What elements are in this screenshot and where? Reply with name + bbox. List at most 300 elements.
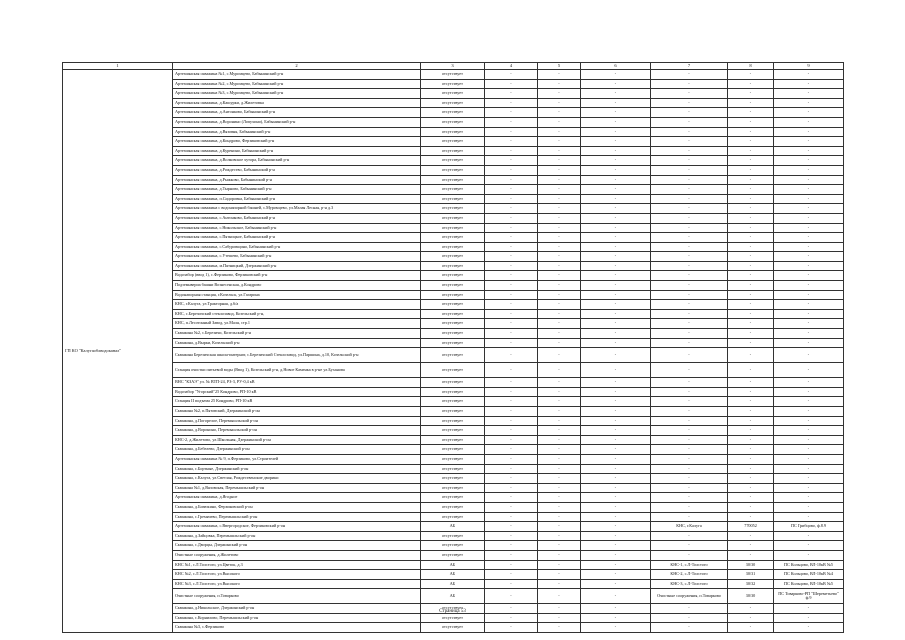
- code-cell: -: [728, 464, 774, 474]
- status-cell: отсутствует: [421, 309, 485, 319]
- substation-cell: -: [774, 146, 844, 156]
- code-cell: -: [728, 363, 774, 378]
- substation-cell: -: [774, 348, 844, 363]
- table-row: [63, 454, 844, 464]
- object-cell: -: [651, 281, 728, 291]
- code-cell: -: [728, 387, 774, 397]
- value-cell: -: [581, 387, 651, 397]
- code-cell: -: [728, 175, 774, 185]
- object-cell: -: [651, 348, 728, 363]
- value-cell: -: [581, 363, 651, 378]
- substation-cell: -: [774, 474, 844, 484]
- status-cell: отсутствует: [421, 435, 485, 445]
- substation-cell: -: [774, 89, 844, 99]
- substation-cell: ПС Кольцово, ВЛ-10кВ №5: [774, 579, 844, 589]
- table-row: [63, 185, 844, 195]
- status-cell: отсутствует: [421, 493, 485, 503]
- code-cell: -: [728, 290, 774, 300]
- substation-cell: -: [774, 416, 844, 426]
- object-cell: -: [651, 117, 728, 127]
- object-cell: -: [651, 363, 728, 378]
- table-row: [63, 378, 844, 388]
- code-cell: -: [728, 454, 774, 464]
- substation-cell: -: [774, 502, 844, 512]
- object-cell: КНС-3, с.Л-Толстого: [651, 579, 728, 589]
- value-cell: -: [538, 242, 581, 252]
- code-cell: 30/30: [728, 560, 774, 570]
- substation-cell: -: [774, 242, 844, 252]
- table-row: [63, 348, 844, 363]
- value-cell: -: [581, 464, 651, 474]
- value-cell: -: [538, 329, 581, 339]
- substation-cell: ПС Грибцово, ф.8.9: [774, 522, 844, 532]
- value-cell: -: [581, 613, 651, 623]
- value-cell: -: [485, 397, 538, 407]
- object-cell: -: [651, 146, 728, 156]
- value-cell: -: [581, 204, 651, 214]
- object-name-cell: Артезианская скважина, с.Сабуровщино, Бабынинский р-н: [173, 242, 421, 252]
- code-cell: -: [728, 117, 774, 127]
- value-cell: -: [538, 435, 581, 445]
- object-name-cell: Артезианская скважина, д.Кашурки, д.Жилетовка: [173, 98, 421, 108]
- value-cell: -: [581, 319, 651, 329]
- object-cell: -: [651, 541, 728, 551]
- status-cell: отсутствует: [421, 464, 485, 474]
- substation-cell: -: [774, 233, 844, 243]
- status-cell: АБ: [421, 570, 485, 580]
- code-cell: -: [728, 493, 774, 503]
- value-cell: -: [538, 378, 581, 388]
- value-cell: -: [538, 89, 581, 99]
- table-row: [63, 223, 844, 233]
- code-cell: -: [728, 435, 774, 445]
- code-cell: -: [728, 233, 774, 243]
- value-cell: -: [581, 108, 651, 118]
- table-row: [63, 522, 844, 532]
- value-cell: -: [538, 531, 581, 541]
- code-cell: -: [728, 604, 774, 614]
- table-row: [63, 117, 844, 127]
- value-cell: -: [581, 512, 651, 522]
- value-cell: -: [485, 242, 538, 252]
- object-cell: -: [651, 426, 728, 436]
- value-cell: -: [538, 108, 581, 118]
- value-cell: -: [581, 185, 651, 195]
- value-cell: -: [485, 407, 538, 417]
- value-cell: -: [538, 407, 581, 417]
- table-row: [63, 570, 844, 580]
- object-name-cell: КНС-2, д.Жилетово, ул.Школьная, Дзержинский р-он: [173, 435, 421, 445]
- value-cell: -: [581, 579, 651, 589]
- table-row: [63, 194, 844, 204]
- object-name-cell: Артезианская скважина, с.Антонково, Бабынинский р-н: [173, 213, 421, 223]
- code-cell: -: [728, 512, 774, 522]
- status-cell: отсутствует: [421, 271, 485, 281]
- code-cell: -: [728, 194, 774, 204]
- value-cell: -: [538, 483, 581, 493]
- value-cell: -: [485, 454, 538, 464]
- value-cell: -: [485, 550, 538, 560]
- code-cell: -: [728, 541, 774, 551]
- status-cell: АБ: [421, 560, 485, 570]
- code-cell: -: [728, 185, 774, 195]
- substation-cell: -: [774, 397, 844, 407]
- object-cell: -: [651, 242, 728, 252]
- code-cell: -: [728, 329, 774, 339]
- code-cell: -: [728, 204, 774, 214]
- object-name-cell: Подземнвериа башни Вознесенская, д.Кондрово: [173, 281, 421, 291]
- object-name-cell: Скважина №1, д.Вязовская, Перемышльский р-он: [173, 483, 421, 493]
- value-cell: -: [538, 550, 581, 560]
- value-cell: -: [485, 165, 538, 175]
- code-cell: -: [728, 338, 774, 348]
- table-row: [63, 363, 844, 378]
- substation-cell: -: [774, 407, 844, 417]
- object-name-cell: Артезианская скважина, д.Ягодное: [173, 493, 421, 503]
- table-row: [63, 70, 844, 80]
- value-cell: -: [538, 213, 581, 223]
- value-cell: -: [538, 589, 581, 604]
- value-cell: -: [538, 474, 581, 484]
- value-cell: -: [485, 79, 538, 89]
- table-row: [63, 175, 844, 185]
- table-row: [63, 579, 844, 589]
- table-row: [63, 156, 844, 166]
- value-cell: -: [538, 117, 581, 127]
- value-cell: -: [581, 502, 651, 512]
- object-name-cell: Артезианская скважина, с.Пятницкое, Бабынинский р-н: [173, 233, 421, 243]
- value-cell: -: [485, 261, 538, 271]
- substation-cell: -: [774, 319, 844, 329]
- code-cell: -: [728, 474, 774, 484]
- value-cell: -: [485, 531, 538, 541]
- value-cell: -: [485, 223, 538, 233]
- substation-cell: -: [774, 252, 844, 262]
- code-cell: -: [728, 242, 774, 252]
- value-cell: -: [485, 338, 538, 348]
- object-name-cell: КНС №1, с.Л.Толстого, ул.Цветок, д.3: [173, 560, 421, 570]
- code-cell: -: [728, 407, 774, 417]
- object-name-cell: Артезианская скважина, с.Утешево, Бабынинский р-н: [173, 252, 421, 262]
- value-cell: -: [485, 233, 538, 243]
- object-cell: -: [651, 309, 728, 319]
- code-cell: -: [728, 79, 774, 89]
- status-cell: отсутствует: [421, 338, 485, 348]
- object-cell: -: [651, 223, 728, 233]
- table-row: [63, 502, 844, 512]
- column-header: 1: [63, 63, 173, 70]
- value-cell: -: [485, 89, 538, 99]
- status-cell: отсутствует: [421, 363, 485, 378]
- value-cell: -: [581, 146, 651, 156]
- status-cell: отсутствует: [421, 70, 485, 80]
- value-cell: -: [485, 127, 538, 137]
- value-cell: -: [581, 242, 651, 252]
- object-cell: -: [651, 483, 728, 493]
- status-cell: отсутствует: [421, 319, 485, 329]
- value-cell: -: [581, 271, 651, 281]
- code-cell: -: [728, 319, 774, 329]
- object-cell: -: [651, 502, 728, 512]
- value-cell: -: [581, 175, 651, 185]
- value-cell: -: [485, 464, 538, 474]
- object-cell: -: [651, 338, 728, 348]
- code-cell: -: [728, 348, 774, 363]
- code-cell: -: [728, 98, 774, 108]
- object-cell: -: [651, 70, 728, 80]
- value-cell: -: [581, 416, 651, 426]
- column-header: 5: [538, 63, 581, 70]
- code-cell: 30/30: [728, 589, 774, 604]
- value-cell: -: [485, 213, 538, 223]
- status-cell: АБ: [421, 579, 485, 589]
- code-cell: -: [728, 300, 774, 310]
- value-cell: -: [538, 137, 581, 147]
- status-cell: отсутствует: [421, 290, 485, 300]
- value-cell: -: [485, 252, 538, 262]
- document-sheet: [62, 62, 843, 633]
- code-cell: -: [728, 252, 774, 262]
- value-cell: -: [485, 570, 538, 580]
- object-name-cell: Артезианская скважина, д.Куренино, Бабынинский р-н: [173, 146, 421, 156]
- value-cell: -: [581, 570, 651, 580]
- table-row: [63, 281, 844, 291]
- object-name-cell: Скважина, с.Калуга, ул.Светлая, Рождественские дворики: [173, 474, 421, 484]
- status-cell: отсутствует: [421, 213, 485, 223]
- value-cell: -: [581, 348, 651, 363]
- object-name-cell: Артезианская скважина, д.Вязовня, Бабынинский р-н: [173, 127, 421, 137]
- value-cell: -: [485, 156, 538, 166]
- object-cell: -: [651, 252, 728, 262]
- object-cell: -: [651, 175, 728, 185]
- column-header: 6: [581, 63, 651, 70]
- object-name-cell: Артезианская скважина, с.Ввергородское, Ферзиковский р-он: [173, 522, 421, 532]
- object-name-cell: Скважина №2, с.Березичи, Козельский р-н: [173, 329, 421, 339]
- value-cell: -: [485, 271, 538, 281]
- substation-cell: ПС Товарково-РП "Шереметьево" ф.9: [774, 589, 844, 604]
- status-cell: отсутствует: [421, 137, 485, 147]
- object-cell: -: [651, 300, 728, 310]
- value-cell: -: [485, 416, 538, 426]
- value-cell: -: [581, 522, 651, 532]
- table-row: [63, 242, 844, 252]
- status-cell: отсутствует: [421, 550, 485, 560]
- object-cell: -: [651, 435, 728, 445]
- value-cell: -: [581, 474, 651, 484]
- status-cell: отсутствует: [421, 281, 485, 291]
- value-cell: -: [581, 300, 651, 310]
- substation-cell: -: [774, 261, 844, 271]
- object-cell: -: [651, 613, 728, 623]
- value-cell: -: [485, 378, 538, 388]
- object-name-cell: Артезианская скважина, д.Кондрово, Ферзиковский р-н: [173, 137, 421, 147]
- object-cell: -: [651, 213, 728, 223]
- table-row: [63, 213, 844, 223]
- value-cell: -: [485, 512, 538, 522]
- value-cell: -: [485, 137, 538, 147]
- table-row: [63, 319, 844, 329]
- value-cell: -: [538, 70, 581, 80]
- object-cell: -: [651, 474, 728, 484]
- substation-cell: -: [774, 156, 844, 166]
- value-cell: -: [485, 387, 538, 397]
- table-row: [63, 261, 844, 271]
- column-header: 3: [421, 63, 485, 70]
- value-cell: -: [581, 223, 651, 233]
- value-cell: -: [581, 194, 651, 204]
- table-row: [63, 137, 844, 147]
- value-cell: -: [538, 464, 581, 474]
- object-name-cell: Артезианская скважина, д.Рождество, Бабынинский р-н: [173, 165, 421, 175]
- column-header: 4: [485, 63, 538, 70]
- value-cell: -: [538, 579, 581, 589]
- code-cell: -: [728, 261, 774, 271]
- status-cell: отсутствует: [421, 165, 485, 175]
- table-row: [63, 146, 844, 156]
- object-cell: КНС-1, с.Л-Толстого: [651, 560, 728, 570]
- table-row: [63, 541, 844, 551]
- table-row: [63, 300, 844, 310]
- object-name-cell: Артезианская скважина, д.Тырново, Бабынинский р-н: [173, 185, 421, 195]
- value-cell: -: [485, 204, 538, 214]
- table-row: [63, 550, 844, 560]
- object-name-cell: Скважина, с.Гремячево, Перемышльский р-он: [173, 512, 421, 522]
- object-cell: -: [651, 416, 728, 426]
- value-cell: -: [538, 604, 581, 614]
- value-cell: -: [485, 70, 538, 80]
- substation-cell: -: [774, 512, 844, 522]
- substation-cell: -: [774, 117, 844, 127]
- value-cell: -: [538, 445, 581, 455]
- code-cell: -: [728, 531, 774, 541]
- object-name-cell: КНС, с.Березичский стеклозавод, Козельский р-н,: [173, 309, 421, 319]
- value-cell: -: [485, 426, 538, 436]
- object-name-cell: Очистные сооружения, п.Товарково: [173, 589, 421, 604]
- object-name-cell: Скважина, д.Воронино, Перемышльский р-он: [173, 426, 421, 436]
- object-name-cell: КНС, п.Лесотонный Завод, ул.Маля, стр.1: [173, 319, 421, 329]
- object-cell: -: [651, 550, 728, 560]
- code-cell: -: [728, 623, 774, 633]
- value-cell: -: [538, 223, 581, 233]
- object-name-cell: Скважина, д.Погорелое, Перемышльский р-он: [173, 416, 421, 426]
- value-cell: -: [581, 378, 651, 388]
- table-row: [63, 233, 844, 243]
- value-cell: -: [485, 613, 538, 623]
- status-cell: отсутствует: [421, 387, 485, 397]
- status-cell: отсутствует: [421, 378, 485, 388]
- value-cell: -: [485, 108, 538, 118]
- substation-cell: -: [774, 194, 844, 204]
- substation-cell: ПС Кольцово, ВЛ-10кВ №5: [774, 560, 844, 570]
- value-cell: -: [538, 522, 581, 532]
- value-cell: -: [538, 127, 581, 137]
- table-row: [63, 512, 844, 522]
- value-cell: -: [538, 271, 581, 281]
- code-cell: -: [728, 213, 774, 223]
- table-row: [63, 407, 844, 417]
- object-cell: -: [651, 512, 728, 522]
- substation-cell: -: [774, 223, 844, 233]
- code-cell: -: [728, 137, 774, 147]
- value-cell: -: [581, 541, 651, 551]
- value-cell: -: [538, 175, 581, 185]
- value-cell: -: [485, 329, 538, 339]
- status-cell: отсутствует: [421, 531, 485, 541]
- object-name-cell: Артезианская скважина с водонапорной башней, с.Муромцево, ул.Малая Лесная, р-н д.3: [173, 204, 421, 214]
- value-cell: -: [581, 454, 651, 464]
- value-cell: -: [538, 146, 581, 156]
- code-cell: 30/31: [728, 570, 774, 580]
- status-cell: отсутствует: [421, 483, 485, 493]
- value-cell: -: [581, 117, 651, 127]
- object-cell: -: [651, 464, 728, 474]
- value-cell: -: [538, 493, 581, 503]
- object-name-cell: Станция II подъема 25 Кондрово, РП-10 кВ: [173, 397, 421, 407]
- object-name-cell: КНС №2, с.Л.Толстого, ул.Высокого: [173, 570, 421, 580]
- value-cell: -: [581, 435, 651, 445]
- object-cell: -: [651, 531, 728, 541]
- value-cell: -: [538, 426, 581, 436]
- substation-cell: -: [774, 70, 844, 80]
- value-cell: -: [581, 604, 651, 614]
- value-cell: -: [538, 512, 581, 522]
- substation-cell: -: [774, 309, 844, 319]
- object-cell: -: [651, 407, 728, 417]
- value-cell: -: [581, 483, 651, 493]
- object-cell: -: [651, 89, 728, 99]
- value-cell: -: [538, 623, 581, 633]
- table-row: [63, 416, 844, 426]
- page-number: Страница 53: [439, 609, 466, 614]
- status-cell: отсутствует: [421, 79, 485, 89]
- status-cell: отсутствует: [421, 252, 485, 262]
- status-cell: отсутствует: [421, 416, 485, 426]
- value-cell: -: [581, 338, 651, 348]
- code-cell: -: [728, 89, 774, 99]
- object-name-cell: Артезианская скважина №3, с.Муромцево, Бабынинский р-н: [173, 89, 421, 99]
- code-cell: -: [728, 108, 774, 118]
- object-cell: -: [651, 127, 728, 137]
- value-cell: -: [538, 387, 581, 397]
- column-header: 8: [728, 63, 774, 70]
- value-cell: -: [538, 79, 581, 89]
- status-cell: отсутствует: [421, 604, 485, 614]
- object-name-cell: Водозабор (ввод 1), с.Ферзиково, Ферзиковский р-н: [173, 271, 421, 281]
- code-cell: -: [728, 281, 774, 291]
- value-cell: -: [538, 309, 581, 319]
- status-cell: отсутствует: [421, 613, 485, 623]
- object-name-cell: Скважина, д.Бизюкино, Ферзиковский р-он: [173, 502, 421, 512]
- object-name-cell: Артезианская скважина, м.Пятницкий, Дзержинский р-н: [173, 261, 421, 271]
- value-cell: -: [581, 531, 651, 541]
- code-cell: -: [728, 378, 774, 388]
- value-cell: -: [581, 560, 651, 570]
- substation-cell: -: [774, 137, 844, 147]
- status-cell: отсутствует: [421, 623, 485, 633]
- value-cell: -: [485, 604, 538, 614]
- value-cell: -: [485, 117, 538, 127]
- object-cell: -: [651, 204, 728, 214]
- status-cell: отсутствует: [421, 242, 485, 252]
- object-name-cell: Скважина №3, с.Ферзиково: [173, 623, 421, 633]
- substation-cell: -: [774, 387, 844, 397]
- value-cell: -: [581, 290, 651, 300]
- table-row: [63, 560, 844, 570]
- object-cell: -: [651, 387, 728, 397]
- value-cell: -: [581, 79, 651, 89]
- code-cell: -: [728, 165, 774, 175]
- value-cell: -: [581, 309, 651, 319]
